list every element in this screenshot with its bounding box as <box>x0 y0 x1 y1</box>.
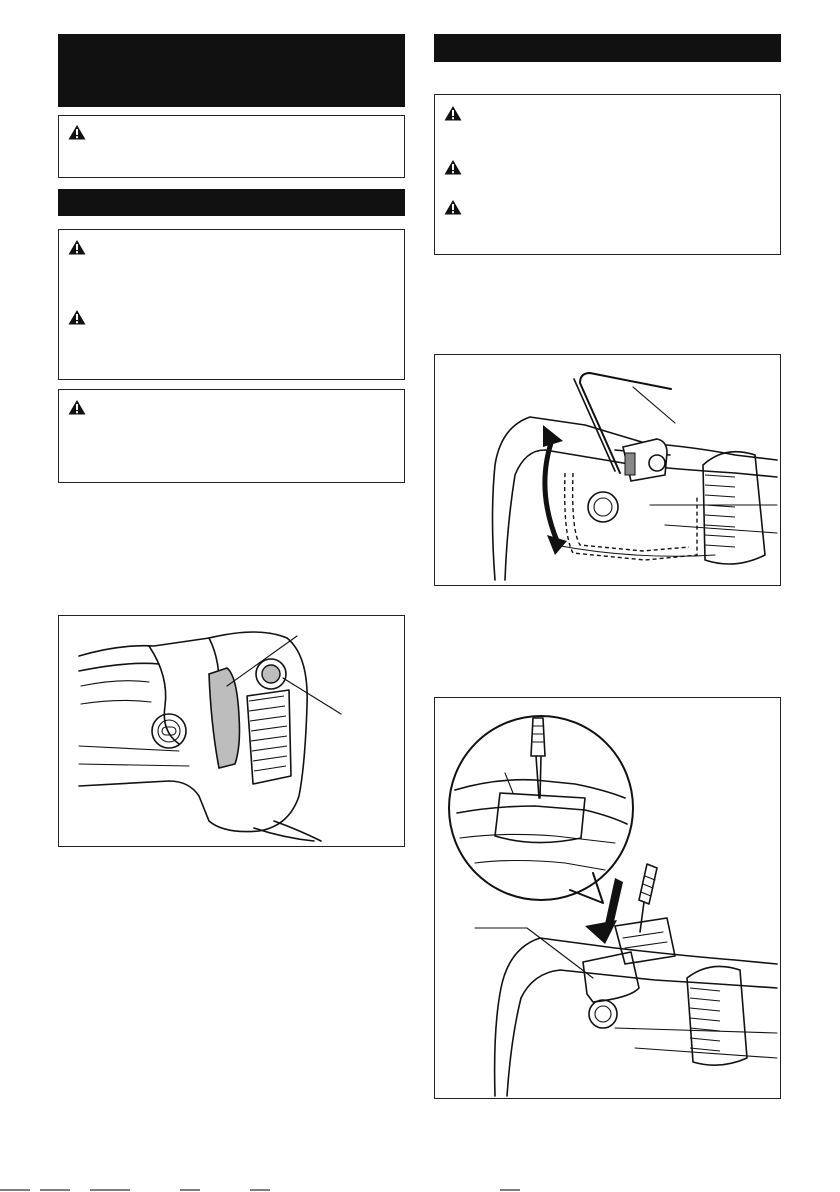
warning-triangle-icon <box>68 124 86 140</box>
figure-cover-screwdriver <box>434 697 781 1099</box>
section-bar-left <box>58 189 405 216</box>
warning-triangle-icon <box>68 309 86 325</box>
warning-triangle-icon <box>444 199 462 215</box>
tool-illustration-1 <box>59 616 404 846</box>
printer-marks <box>0 1184 840 1192</box>
section-bar-right <box>434 34 781 62</box>
warning-triangle-icon <box>68 399 86 415</box>
warning-triangle-icon <box>68 239 86 255</box>
warning-triangle-icon <box>444 105 462 121</box>
figure-switch-lock <box>58 615 405 847</box>
tool-illustration-2 <box>435 355 780 585</box>
warning-box-1 <box>58 115 405 178</box>
warning-box-2 <box>58 229 405 380</box>
tool-illustration-3 <box>435 698 780 1098</box>
warning-triangle-icon <box>444 159 462 175</box>
header-block <box>58 34 405 107</box>
warning-box-3 <box>58 389 405 483</box>
warning-box-right <box>434 94 781 255</box>
figure-hook <box>434 354 781 586</box>
